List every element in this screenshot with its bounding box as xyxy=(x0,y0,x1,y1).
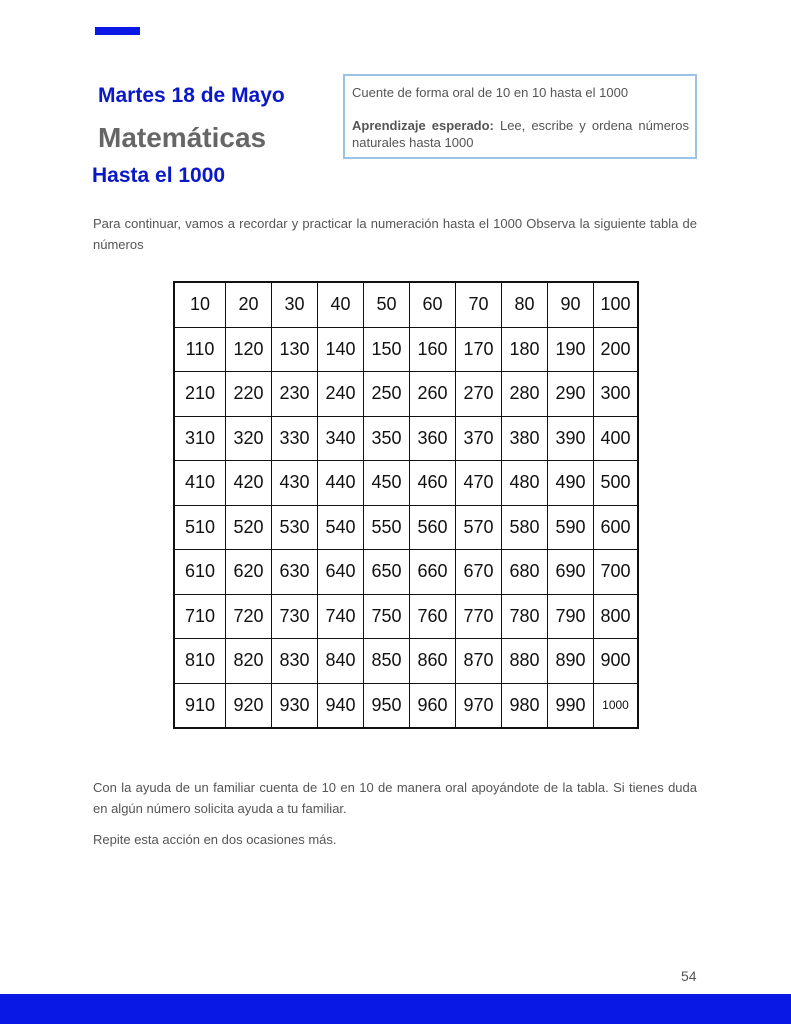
table-cell: 110 xyxy=(174,327,226,372)
table-cell: 70 xyxy=(456,282,502,327)
table-cell: 930 xyxy=(272,683,318,728)
table-cell: 80 xyxy=(502,282,548,327)
table-cell: 970 xyxy=(456,683,502,728)
table-cell: 310 xyxy=(174,416,226,461)
table-cell: 240 xyxy=(318,372,364,417)
bottom-accent-bar xyxy=(0,994,791,1024)
table-cell: 340 xyxy=(318,416,364,461)
table-cell: 920 xyxy=(226,683,272,728)
table-cell: 900 xyxy=(594,639,639,684)
table-cell: 430 xyxy=(272,461,318,506)
table-cell: 750 xyxy=(364,594,410,639)
table-cell: 40 xyxy=(318,282,364,327)
table-cell: 710 xyxy=(174,594,226,639)
table-cell: 160 xyxy=(410,327,456,372)
table-cell: 620 xyxy=(226,550,272,595)
table-cell: 50 xyxy=(364,282,410,327)
learning-label: Aprendizaje esperado: xyxy=(352,118,494,133)
table-cell: 640 xyxy=(318,550,364,595)
table-cell: 180 xyxy=(502,327,548,372)
repeat-instruction: Repite esta acción en dos ocasiones más. xyxy=(93,832,337,847)
table-cell: 600 xyxy=(594,505,639,550)
table-row xyxy=(174,550,638,595)
learning-text: Lee, escribe y ordena números naturales hasta 1000 xyxy=(352,118,689,150)
table-cell: 990 xyxy=(548,683,594,728)
table-cell: 490 xyxy=(548,461,594,506)
table-cell: 700 xyxy=(594,550,639,595)
table-cell: 510 xyxy=(174,505,226,550)
table-cell: 150 xyxy=(364,327,410,372)
number-table xyxy=(173,281,639,729)
table-cell: 290 xyxy=(548,372,594,417)
table-cell: 190 xyxy=(548,327,594,372)
info-box xyxy=(343,74,697,159)
table-cell: 470 xyxy=(456,461,502,506)
table-cell: 570 xyxy=(456,505,502,550)
table-row xyxy=(174,639,638,684)
table-cell: 730 xyxy=(272,594,318,639)
table-cell: 210 xyxy=(174,372,226,417)
table-cell: 690 xyxy=(548,550,594,595)
table-cell: 320 xyxy=(226,416,272,461)
table-cell: 980 xyxy=(502,683,548,728)
table-cell: 870 xyxy=(456,639,502,684)
table-cell: 30 xyxy=(272,282,318,327)
page-number: 54 xyxy=(681,968,697,984)
table-cell: 780 xyxy=(502,594,548,639)
table-cell: 460 xyxy=(410,461,456,506)
table-cell: 800 xyxy=(594,594,639,639)
table-cell: 400 xyxy=(594,416,639,461)
intro-paragraph: Para continuar, vamos a recordar y practicar la numeración hasta el 1000 Observa la siguiente tabla de números xyxy=(93,216,697,252)
table-cell: 120 xyxy=(226,327,272,372)
table-cell: 270 xyxy=(456,372,502,417)
table-cell: 820 xyxy=(226,639,272,684)
table-cell: 770 xyxy=(456,594,502,639)
table-cell: 440 xyxy=(318,461,364,506)
table-cell: 280 xyxy=(502,372,548,417)
table-cell: 480 xyxy=(502,461,548,506)
topic-title: Hasta el 1000 xyxy=(92,164,226,187)
table-cell: 520 xyxy=(226,505,272,550)
table-cell: 420 xyxy=(226,461,272,506)
table-cell: 10 xyxy=(174,282,226,327)
table-cell: 720 xyxy=(226,594,272,639)
subject-title: Matemáticas xyxy=(98,122,267,153)
instruction-paragraph: Con la ayuda de un familiar cuenta de 10 en 10 de manera oral apoyándote de la tabla. Si tienes duda en algún número solicita ayuda a tu familiar. xyxy=(93,780,697,816)
table-cell: 630 xyxy=(272,550,318,595)
table-cell: 680 xyxy=(502,550,548,595)
table-row xyxy=(174,327,638,372)
table-cell: 580 xyxy=(502,505,548,550)
table-cell: 560 xyxy=(410,505,456,550)
table-cell: 910 xyxy=(174,683,226,728)
top-accent-bar xyxy=(95,27,140,35)
table-cell: 670 xyxy=(456,550,502,595)
table-cell: 250 xyxy=(364,372,410,417)
table-cell: 350 xyxy=(364,416,410,461)
table-cell: 130 xyxy=(272,327,318,372)
table-cell: 960 xyxy=(410,683,456,728)
table-cell: 840 xyxy=(318,639,364,684)
table-cell: 940 xyxy=(318,683,364,728)
table-row xyxy=(174,372,638,417)
table-cell: 380 xyxy=(502,416,548,461)
table-cell: 100 xyxy=(594,282,639,327)
table-cell: 590 xyxy=(548,505,594,550)
table-cell: 540 xyxy=(318,505,364,550)
table-cell: 890 xyxy=(548,639,594,684)
table-cell: 810 xyxy=(174,639,226,684)
table-cell: 860 xyxy=(410,639,456,684)
table-cell: 550 xyxy=(364,505,410,550)
table-cell: 370 xyxy=(456,416,502,461)
table-cell: 260 xyxy=(410,372,456,417)
table-cell: 360 xyxy=(410,416,456,461)
table-cell: 390 xyxy=(548,416,594,461)
table-cell: 740 xyxy=(318,594,364,639)
table-cell: 170 xyxy=(456,327,502,372)
table-cell: 650 xyxy=(364,550,410,595)
table-cell: 330 xyxy=(272,416,318,461)
lesson-date: Martes 18 de Mayo xyxy=(98,84,285,107)
table-cell: 790 xyxy=(548,594,594,639)
table-cell: 1000 xyxy=(594,683,639,728)
table-cell: 760 xyxy=(410,594,456,639)
learning-expected xyxy=(352,117,689,151)
table-cell: 530 xyxy=(272,505,318,550)
table-cell: 20 xyxy=(226,282,272,327)
table-row xyxy=(174,505,638,550)
table-cell: 220 xyxy=(226,372,272,417)
table-cell: 140 xyxy=(318,327,364,372)
table-cell: 300 xyxy=(594,372,639,417)
table-row xyxy=(174,683,638,728)
table-cell: 90 xyxy=(548,282,594,327)
table-row xyxy=(174,594,638,639)
table-cell: 850 xyxy=(364,639,410,684)
table-cell: 950 xyxy=(364,683,410,728)
table-cell: 450 xyxy=(364,461,410,506)
table-cell: 660 xyxy=(410,550,456,595)
table-cell: 200 xyxy=(594,327,639,372)
table-cell: 500 xyxy=(594,461,639,506)
table-row xyxy=(174,461,638,506)
table-cell: 880 xyxy=(502,639,548,684)
table-row xyxy=(174,416,638,461)
table-cell: 410 xyxy=(174,461,226,506)
table-cell: 610 xyxy=(174,550,226,595)
table-cell: 60 xyxy=(410,282,456,327)
table-row xyxy=(174,282,638,327)
activity-text: Cuente de forma oral de 10 en 10 hasta el 1000 xyxy=(352,85,629,100)
table-cell: 830 xyxy=(272,639,318,684)
table-cell: 230 xyxy=(272,372,318,417)
